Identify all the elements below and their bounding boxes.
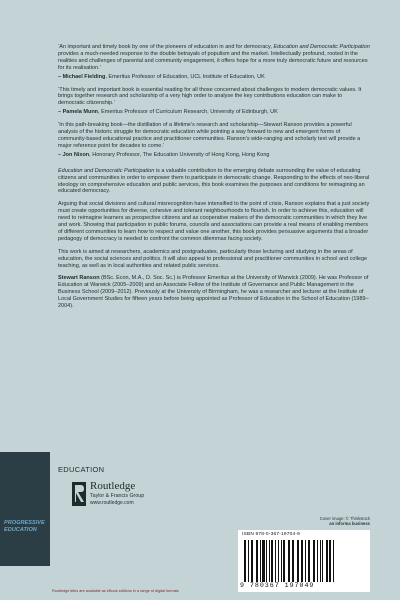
endorsement-attribution: – Michael Fielding, Emeritus Professor of Education, UCL Institute of Education, UK (58, 73, 265, 80)
publisher-group: Taylor & Francis Group (90, 493, 145, 499)
description-paragraph-2: Arguing that social divisions and cultural misrecognition have intensified to the point of crisis, Ranson explains that a just society must create opportunities for diverse, cohesive and tolerant neighbourhoods to flourish. In order to achieve this, education will need to reimagine learners as prospective citizens and as cooperative makers of the democratic communities in which they live and work. Showing that participation in public forums, councils and associations can provide a real means of enabling members of different communities to learn how to respect and value one another, this book provides persuasive arguments that a broader pedagogy of democracy is needed to confront the common dilemmas facing society. (58, 201, 370, 242)
isbn-label: ISBN 978-0-367-19704-9 (242, 532, 300, 537)
series-block (0, 452, 50, 566)
series-title: PROGRESSIVE EDUCATION (4, 520, 45, 533)
publisher-url[interactable]: www.routledge.com (90, 500, 134, 506)
endorsement-quote: ‘This timely and important book is essential reading for all those concerned about challenges to modern democratic values. It brings together research and scholarship of a very high order to analyse the key contributions education can make to democratic citizenship.’ (58, 86, 362, 107)
barcode (238, 530, 370, 592)
back-cover-text (58, 44, 370, 316)
endorsement-quote: ‘An important and timely book by one of the pioneers of education in and for democracy, Education and Democratic Participation provides a much-needed response to the double betrayals of populism and the market. Intellectually profound, rooted in the realities and challenges of parental and community engagement, it offers hope for a more truly democratic future and resources for its realisation.’ (58, 44, 370, 71)
author-bio: Stewart Ranson (BSc. Econ, M.A., D. Soc. Sc.) is Professor Emeritus at the University of Warwick (2009). He was Professor of Education at Warwick (2005–2009) and an Associate Fellow of the Institute of Governance and Public Management in the Business School (2009–2012). Previously at the University of Birmingham, he was a researcher and lecturer at the Institute of Local Government Studies for fifteen years before being appointed as Professor of Education in the School of Education (1989–2004). (58, 275, 369, 310)
description-paragraph-1: Education and Democratic Participation is a valuable contribution to the emerging debate surrounding the value of educating citizens and communities in order to empower them to participate in democratic change. Responding to the effects of neo-liberal ideology on comprehensive education and public services, this book examines the purposes and conditions for reimagining an educated democracy. (58, 167, 370, 195)
endorsement-attribution: – Jon Nixon, Honorary Professor, The Education University of Hong Kong, Hong Kong (58, 151, 270, 158)
description-paragraph-3: This work is aimed at researchers, academics and postgraduates, particularly those lecturing and studying in the areas of education, the social sciences and politics. It will also appeal to professional and practitioner communities in school and college teaching, as well as in local authorities and related public services. (58, 248, 368, 269)
endorsement-2 (58, 87, 370, 117)
subject-category: EDUCATION (58, 465, 105, 474)
endorsement-3 (58, 122, 370, 159)
endorsement-quote: ‘In this path-breaking book—the distillation of a lifetime’s research and scholarship—Stewart Ranson provides a powerful analysis of the historic struggle for democratic education while pointing a way forward to new and emergent forms of community-based educational practice and practitioner communities. Ranson’s wide-ranging and scholarly text will provide a major reference point for decades to come.’ (58, 122, 361, 149)
endorsement-attribution: – Pamela Munn, Emeritus Professor of Curriculum Research, University of Edinburgh, UK (58, 109, 278, 116)
barcode-digits: 9 780367 197049 (240, 582, 315, 589)
barcode-bars-icon (244, 540, 364, 582)
routledge-logo-icon (72, 482, 86, 506)
ebook-note: Routledge titles are available as eBook editions in a range of digital formats (52, 589, 179, 593)
endorsement-1 (58, 44, 370, 81)
publisher-name: Routledge (90, 480, 136, 492)
cover-credit: Cover image: © Thinkstock an informa business (319, 516, 370, 527)
